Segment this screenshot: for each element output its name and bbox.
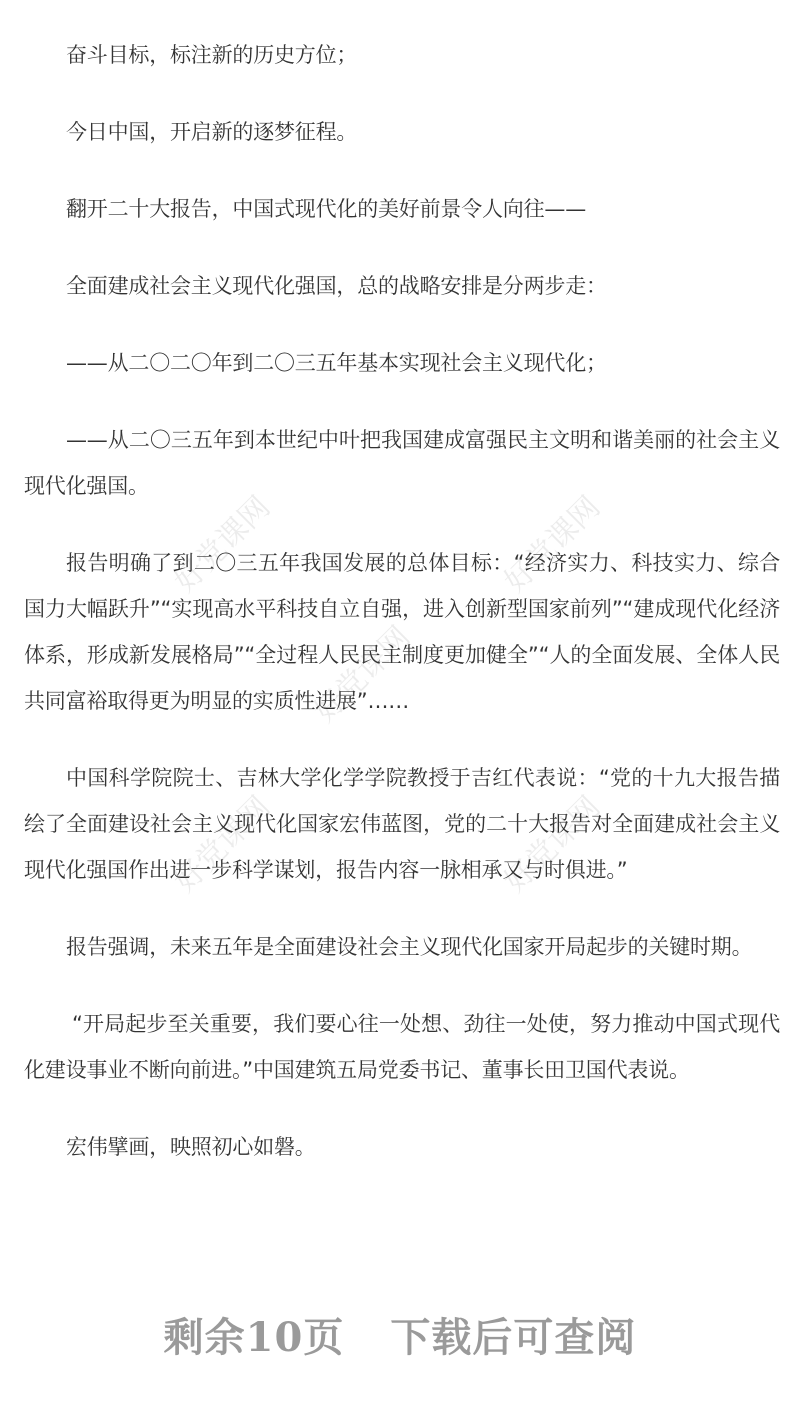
remaining-pages-label: 剩余10页 [163, 1314, 345, 1361]
paragraph: ——从二〇二〇年到二〇三五年基本实现社会主义现代化； [66, 351, 607, 375]
article-body [24, 32, 780, 1201]
paragraph: 中国科学院院士、吉林大学化学学院教授于吉红代表说：“党的十九大报告描绘了全面建设社会主义现代化国家宏伟蓝图，党的二十大报告对全面建成社会主义现代化强国作出进一步科学谋划，报告内容一脉相承又与时俱进。” [24, 766, 780, 882]
paragraph: 报告强调，未来五年是全面建设社会主义现代化国家开局起步的关键时期。 [66, 935, 753, 959]
download-to-view-label[interactable]: 下载后可查阅 [390, 1314, 637, 1361]
remaining-pages-banner[interactable] [0, 1306, 800, 1363]
watermark: 好党课网 [307, 619, 418, 730]
watermark: 好党课网 [167, 489, 278, 600]
paragraph: 今日中国，开启新的逐梦征程。 [66, 120, 358, 144]
paragraph: 宏伟擘画，映照初心如磐。 [66, 1135, 316, 1159]
paragraph: 全面建成社会主义现代化强国，总的战略安排是分两步走： [66, 274, 607, 298]
paragraph: “开局起步至关重要，我们要心往一处想、劲往一处使，努力推动中国式现代化建设事业不断向前进。”中国建筑五局党委书记、董事长田卫国代表说。 [24, 1012, 780, 1082]
paragraph: 报告明确了到二〇三五年我国发展的总体目标：“经济实力、科技实力、综合国力大幅跃升”“实现高水平科技自立自强，进入创新型国家前列”“建成现代化经济体系，形成新发展格局”“全过程人民民主制度更加健全”“人的全面发展、全体人民共同富裕取得更为明显的实质性进展”…… [24, 551, 780, 713]
paragraph: ——从二〇三五年到本世纪中叶把我国建成富强民主文明和谐美丽的社会主义现代化强国。 [24, 428, 780, 498]
watermark: 好党课网 [167, 789, 278, 900]
paragraph: 奋斗目标，标注新的历史方位； [66, 43, 358, 67]
watermark: 好党课网 [497, 489, 608, 600]
watermark: 好党课网 [497, 789, 608, 900]
paragraph: 翻开二十大报告，中国式现代化的美好前景令人向往—— [66, 197, 586, 221]
